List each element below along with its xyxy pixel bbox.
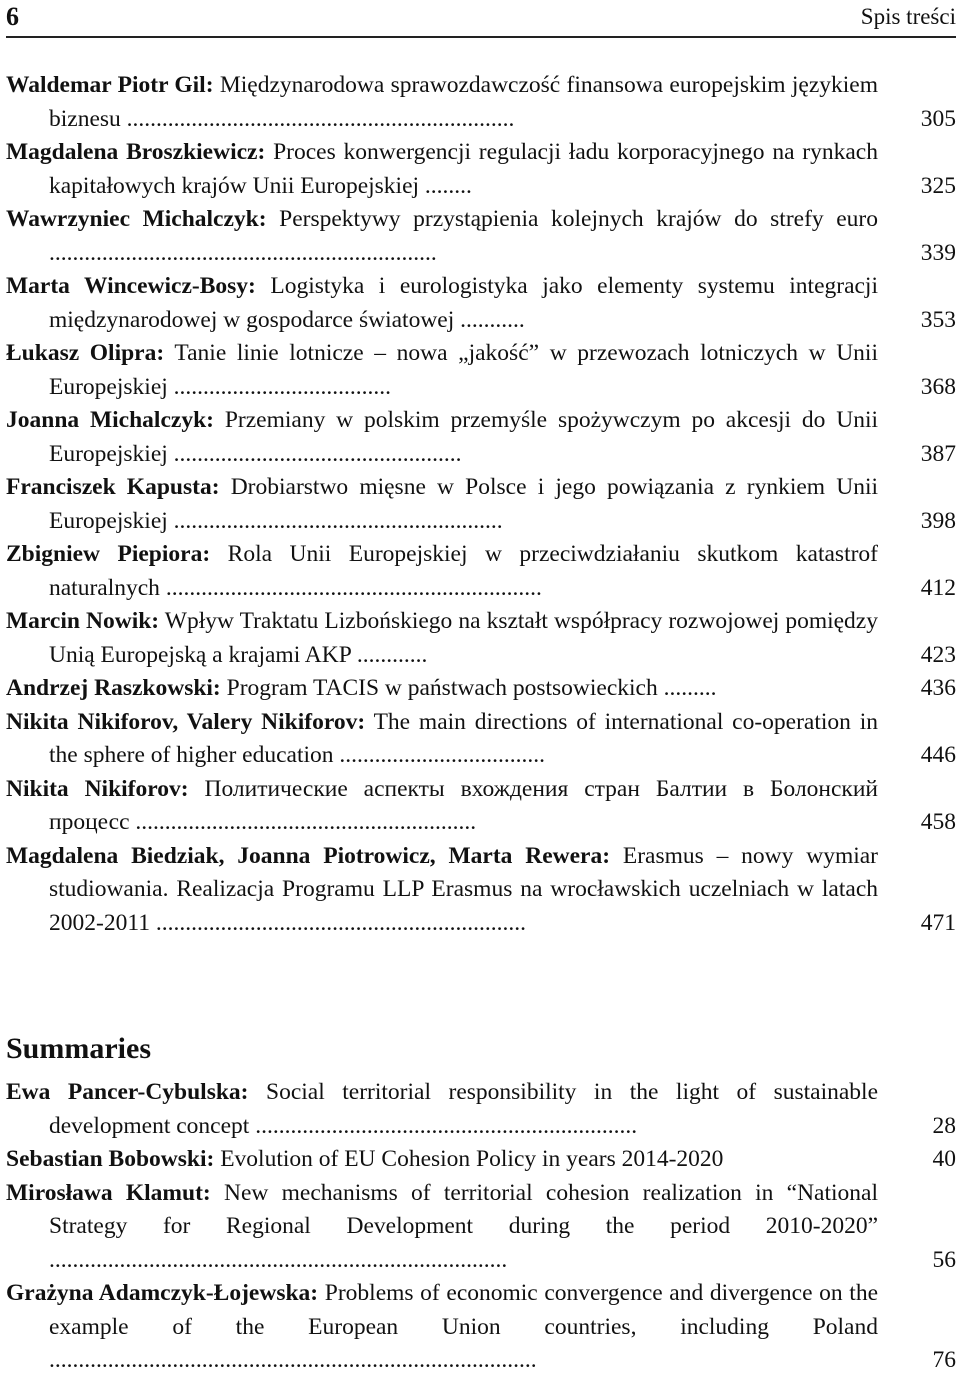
dot-leader: ..................................................................	[49, 239, 437, 266]
toc-author: Zbigniew Piepiora:	[6, 541, 211, 567]
toc-page-number: 398	[920, 507, 956, 534]
summary-entry[interactable]	[6, 1177, 956, 1278]
toc-entry[interactable]	[6, 404, 956, 471]
toc-entry[interactable]	[6, 471, 956, 538]
page-number: 6	[6, 2, 19, 31]
toc-entry[interactable]	[6, 773, 956, 840]
toc-page-number: 412	[920, 574, 956, 601]
toc-entry-text	[6, 773, 878, 840]
dot-leader: ...................................	[339, 742, 546, 768]
toc-page-number: 436	[920, 675, 956, 701]
summary-entry[interactable]	[6, 1076, 956, 1143]
toc-title: Logistyka i eurologistyka jako elementy systemu integracji międzynarodowej w gospodarce światowej	[49, 273, 878, 333]
toc-page-number: 423	[920, 641, 956, 668]
toc-entry-text	[6, 136, 878, 203]
summary-author: Sebastian Bobowski:	[6, 1146, 215, 1172]
dot-leader: ...............................................................	[155, 909, 526, 936]
dot-leader: ........	[424, 172, 472, 199]
toc-entry-text	[6, 605, 878, 672]
toc-title: Политические аспекты вхождения стран Балтии в Болонский процесс	[49, 775, 879, 835]
dot-leader: ...................................................................................	[49, 1347, 537, 1373]
summary-entry[interactable]	[6, 1277, 956, 1378]
toc-page-number: 353	[920, 306, 956, 333]
toc-author: Wawrzyniec Michalczyk:	[6, 206, 267, 232]
summaries-list	[6, 1076, 956, 1378]
dot-leader: ................................................................	[165, 574, 542, 601]
toc-entry[interactable]	[6, 672, 956, 706]
toc-page-number: 458	[920, 809, 956, 835]
toc-author: Waldemar Piotr Gil:	[6, 72, 214, 98]
summary-title: Social territorial responsibility in the light of sustainable development concept	[49, 1079, 879, 1139]
summary-title: Evolution of EU Cohesion Policy in years 2014-2020	[220, 1146, 724, 1172]
toc-entry[interactable]	[6, 706, 956, 773]
toc-entry-text	[6, 69, 878, 136]
toc-author: Marcin Nowik:	[6, 608, 160, 634]
toc-page-number: 368	[920, 373, 956, 400]
toc-entry[interactable]	[6, 270, 956, 337]
summary-author: Grażyna Adamczyk-Łojewska:	[6, 1280, 319, 1306]
dot-leader: ..........................................................	[135, 809, 477, 835]
summary-entry-text	[6, 1177, 878, 1278]
summary-title: Problems of economic convergence and divergence on the example of the European Union countries, including Poland	[49, 1280, 879, 1340]
toc-author: Magdalena Biedziak, Joanna Piotrowicz, Marta Rewera:	[6, 842, 611, 869]
dot-leader: ............	[356, 641, 428, 668]
dot-leader: .........	[663, 675, 717, 701]
dot-leader: .................................................	[173, 440, 462, 467]
summary-page-number: 40	[932, 1146, 956, 1172]
toc-title: Wpływ Traktatu Lizbońskiego na kształt współpracy rozwojowej pomiędzy Unią Europejską a krajami AKP	[49, 608, 878, 668]
toc-author: Joanna Michalczyk:	[6, 407, 214, 433]
running-head: Spis treści	[860, 4, 956, 29]
toc-author: Magdalena Broszkiewicz:	[6, 139, 266, 165]
toc-entry[interactable]	[6, 203, 956, 270]
toc-entry-text	[6, 840, 878, 941]
toc-page-number: 325	[920, 172, 956, 199]
toc-page-number: 446	[920, 742, 956, 768]
toc-entry-text	[6, 337, 878, 404]
toc-entry[interactable]	[6, 538, 956, 605]
summary-author: Mirosława Klamut:	[6, 1179, 211, 1206]
page-header	[6, 0, 956, 38]
summary-title: New mechanisms of territorial cohesion realization in “National Strategy for Regional Development during the period 2010-2020”	[49, 1179, 879, 1239]
toc-title: Program TACIS w państwach postsowieckich	[226, 675, 658, 701]
toc-entry-text	[6, 538, 878, 605]
dot-leader: ...........	[460, 306, 525, 333]
toc-title: The main directions of international co-operation in the sphere of higher education	[49, 708, 879, 768]
summary-entry-text	[6, 1143, 878, 1177]
toc-author: Nikita Nikiforov, Valery Nikiforov:	[6, 708, 366, 735]
toc-title: Drobiarstwo mięsne w Polsce i jego powiązania z rynkiem Unii Europejskiej	[49, 474, 878, 534]
toc-entry[interactable]	[6, 337, 956, 404]
summary-entry-text	[6, 1076, 878, 1143]
toc-author: Łukasz Olipra:	[6, 340, 165, 366]
summary-entry[interactable]	[6, 1143, 956, 1177]
toc-author: Andrzej Raszkowski:	[6, 675, 221, 701]
toc-entry[interactable]	[6, 69, 956, 136]
toc-entry[interactable]	[6, 136, 956, 203]
summaries-heading: Summaries	[6, 1031, 151, 1065]
toc-author: Franciszek Kapusta:	[6, 474, 220, 500]
toc-title: Przemiany w polskim przemyśle spożywczym po akcesji do Unii Europejskiej	[49, 407, 879, 467]
summary-page-number: 28	[932, 1112, 956, 1139]
toc-author: Nikita Nikiforov:	[6, 775, 189, 802]
toc-title: Tanie linie lotnicze – nowa „jakość” w przewozach lotniczych w Unii Europejskiej	[49, 340, 878, 400]
toc-entry-text	[6, 672, 878, 706]
toc-page-number: 339	[920, 239, 956, 266]
toc-entry-text	[6, 471, 878, 538]
summary-entry-text	[6, 1277, 878, 1378]
dot-leader: ..................................................................	[126, 105, 515, 132]
toc-title: Proces konwergencji regulacji ładu korporacyjnego na rynkach kapitałowych krajów Unii Europejskiej	[49, 139, 878, 199]
toc-entry-text	[6, 270, 878, 337]
toc-page-number: 471	[920, 909, 956, 936]
summary-page-number: 76	[932, 1347, 956, 1373]
toc-page-number: 387	[920, 440, 956, 467]
toc-title: Rola Unii Europejskiej w przeciwdziałaniu skutkom katastrof naturalnych	[49, 541, 879, 601]
summary-author: Ewa Pancer-Cybulska:	[6, 1079, 249, 1105]
table-of-contents	[6, 69, 956, 940]
toc-title: Erasmus – nowy wymiar studiowania. Realizacja Programu LLP Erasmus na wrocławskich uczelniach w latach 2002-2011	[49, 842, 879, 936]
dot-leader: ..............................................................................	[49, 1246, 508, 1273]
toc-author: Marta Wincewicz-Bosy:	[6, 273, 256, 299]
dot-leader: ........................................................	[173, 507, 503, 534]
toc-entry-text	[6, 203, 878, 270]
toc-entry[interactable]	[6, 605, 956, 672]
dot-leader: .....................................	[173, 373, 392, 400]
toc-page-number: 305	[920, 105, 956, 132]
toc-entry-text	[6, 404, 878, 471]
dot-leader: .................................................................	[255, 1112, 638, 1139]
toc-entry-text	[6, 706, 878, 773]
toc-entry[interactable]	[6, 840, 956, 941]
toc-title: Międzynarodowa sprawozdawczość finansowa europejskim językiem biznesu	[49, 72, 878, 132]
toc-title: Perspektywy przystąpienia kolejnych krajów do strefy euro	[279, 206, 878, 232]
summary-page-number: 56	[932, 1246, 956, 1273]
